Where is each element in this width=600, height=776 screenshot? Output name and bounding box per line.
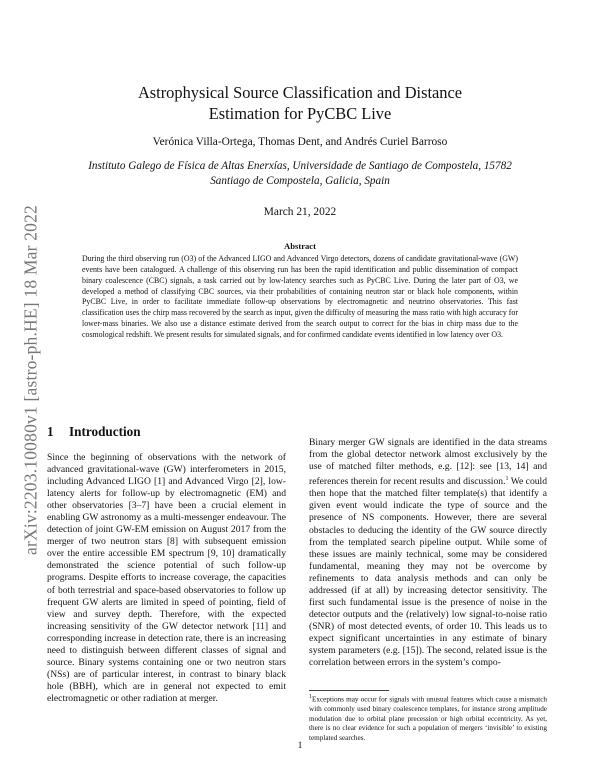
title-line-1: Astrophysical Source Classification and Distance bbox=[137, 83, 463, 102]
section-title: Introduction bbox=[69, 424, 141, 439]
affiliation-line-1: Instituto Galego de Física de Altas Enerxías, Universidade de Santiago de Compostela, 15782 bbox=[88, 160, 512, 172]
footnote-marker: 1 bbox=[505, 476, 509, 483]
affiliation bbox=[40, 159, 560, 189]
publication-date: March 21, 2022 bbox=[263, 206, 337, 218]
section-number: 1 bbox=[47, 424, 54, 439]
right-column bbox=[309, 437, 547, 669]
intro-paragraph-right bbox=[309, 437, 547, 669]
section-heading bbox=[47, 424, 286, 440]
arxiv-identifier: arXiv:2203.10080v1 [astro-ph.HE] 18 Mar 2022 bbox=[20, 205, 41, 555]
footnote-number: 1 bbox=[309, 694, 312, 700]
title-line-2: Estimation for PyCBC Live bbox=[208, 104, 392, 123]
footnote-divider bbox=[309, 690, 389, 691]
left-column bbox=[47, 424, 286, 705]
intro-right-text-2: We could then hope that the matched filter template(s) that identify a given event would indicate the type of source and the presence of NS components. However, there are several obstacles to deducing the identity of the GW source directly from the templated search pipeline output. While some of these issues are mainly technical, some may be considered fundamental, meaning they may not be overcome by refinements to data analysis methods and can only be addressed (if at all) by increasing detector sensitivity. The first such fundamental issue is the presence of noise in the detector outputs and the (relatively) low signal-to-noise ratio (SNR) of most detected events, of order 10. This leads us to expect significant uncertainties in any estimate of binary system parameters (e.g. [15]). The second, related issue is the correlation between errors in the system’s compo- bbox=[309, 476, 547, 669]
abstract-heading: Abstract bbox=[284, 241, 316, 251]
arxiv-identifier-sidebar bbox=[20, 150, 42, 610]
footnote-text: Exceptions may occur for signals with unusual features which cause a mismatch with commonly used binary coalescence templates, for instance strong amplitude modulation due to orbital plane precession or high orbital eccentricity. As yet, there is no clear evidence for such a population of mergers ‘invisible’ to existing templated searches. bbox=[309, 695, 547, 742]
intro-paragraph-left: Since the beginning of observations with the network of advanced gravitational-wave (GW) interferometers in 2015, including Advanced LIGO [1] and Advanced Virgo [2], low-latency alerts for follow-up by electromagnetic (EM) and other observatories [3–7] have been a crucial element in enabling GW astronomy as a multi-messenger endeavour. The detection of joint GW-EM emission on August 2017 from the merger of two neutron stars [8] with subsequent emission over the entire accessible EM spectrum [9, 10] dramatically demonstrated the science potential of such follow-up programs. Despite efforts to increase coverage, the capacities of both terrestrial and space-based observatories to follow up frequent GW alerts are limited in speed of pointing, field of view and survey depth. Therefore, with the expected increasing sensitivity of the GW detector network [11] and corresponding increase in detection rate, there is an increasing need to distinguish between different classes of signal and source. Binary systems containing one or two neutron stars (NSs) are of particular interest, in contrast to binary black hole (BBH), which are in general not expected to emit electromagnetic or other radiation at merger. bbox=[47, 452, 286, 704]
page-number: 1 bbox=[297, 740, 303, 751]
abstract-text: During the third observing run (O3) of the Advanced LIGO and Advanced Virgo detectors, dozens of candidate gravitational-wave (GW) events have been catalogued. A challenge of this observing run has been the rapid identification and public dissemination of compact binary coalescence (CBC) signals, a task carried out by low-latency searches such as PyCBC Live. During the later part of O3, we developed a method of classifying CBC sources, via their probabilities of containing neutron star or black hole components, within PyCBC Live, in order to facilitate immediate follow-up observations by electromagnetic and neutrino observatories. This fast classification uses the chirp mass recovered by the search as input, given the difficulty of measuring the mass ratio with high accuracy for lower-mass binaries. We also use a distance estimate derived from the search output to correct for the bias in chirp mass due to the cosmological redshift. We present results for simulated signals, and for confirmed candidate events identified in low latency over O3. bbox=[82, 254, 518, 339]
author-list: Verónica Villa-Ortega, Thomas Dent, and Andrés Curiel Barroso bbox=[152, 136, 448, 148]
paper-title bbox=[60, 82, 540, 124]
footnote bbox=[309, 693, 547, 743]
intro-right-text-1: Binary merger GW signals are identified in the data streams from the global detector network almost exclusively by the use of matched filter methods, e.g. [12]: see [13, 14] and references therein for recent results and discussion. bbox=[309, 437, 547, 488]
affiliation-line-2: Santiago de Compostela, Galicia, Spain bbox=[210, 175, 390, 187]
